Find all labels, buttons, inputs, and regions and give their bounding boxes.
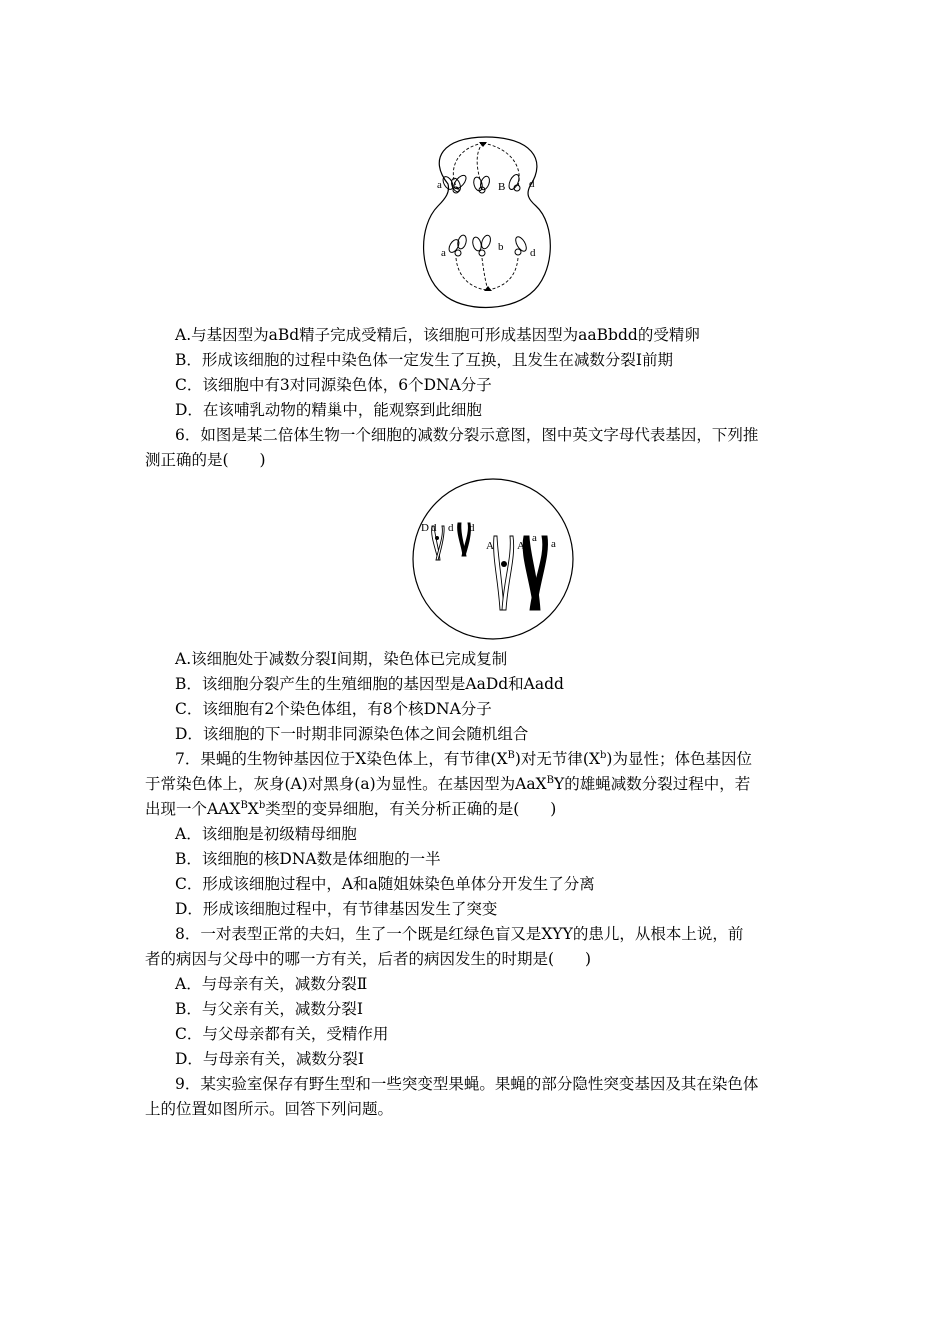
q7-option-c: C．形成该细胞过程中，A和a随姐妹染色单体分开发生了分离	[175, 875, 595, 893]
q6-option-c: C．该细胞有2个染色体组，有8个核DNA分子	[175, 700, 492, 718]
q5-option-c: C．该细胞中有3对同源染色体，6个DNA分子	[175, 376, 492, 394]
q9-stem-cont: 上的位置如图所示。回答下列问题。	[145, 1100, 394, 1118]
cell-membrane	[424, 137, 551, 308]
meiosis-anaphase-figure	[418, 134, 558, 312]
q6-option-a: A.该细胞处于减数分裂Ⅰ间期，染色体已完成复制	[175, 650, 508, 668]
gene-label: d	[431, 522, 437, 534]
gene-label: a	[441, 247, 446, 259]
gene-label: d	[469, 522, 475, 534]
gene-label: D	[421, 522, 429, 534]
q7-option-a: A．该细胞是初级精母细胞	[175, 825, 357, 843]
gene-label: d	[448, 522, 454, 534]
q7-option-d: D．形成该细胞过程中，有节律基因发生了突变	[175, 900, 498, 918]
q6-option-b: B．该细胞分裂产生的生殖细胞的基因型是AaDd和Aadd	[175, 675, 564, 693]
q7-stem: 7．果蝇的生物钟基因位于X染色体上，有节律$(X^B)$对无节律$(X^b)$为显性；体色基因位	[175, 749, 752, 768]
q8-option-a: A．与母亲有关，减数分裂Ⅱ	[175, 975, 368, 993]
q5-option-b: B．形成该细胞的过程中染色体一定发生了互换，且发生在减数分裂Ⅰ前期	[175, 351, 674, 369]
gene-label: d	[530, 247, 536, 259]
q8-option-b: B．与父亲有关，减数分裂Ⅰ	[175, 1000, 364, 1018]
q8-stem: 8．一对表型正常的夫妇，生了一个既是红绿色盲又是XYY的患儿，从根本上说，前	[175, 925, 744, 943]
gene-label: B	[498, 181, 506, 193]
q8-option-d: D．与母亲有关，减数分裂Ⅰ	[175, 1050, 365, 1068]
gene-label: A	[517, 540, 525, 552]
q7-stem-cont: 于常染色体上，灰身(A)对黑身(a)为显性。在基因型为AaX$^B$Y的雄蝇减数分裂过程中，若	[145, 774, 751, 793]
q5-option-d: D．在该哺乳动物的精巢中，能观察到此细胞	[175, 401, 482, 419]
meiosis-cell-figure	[408, 478, 578, 640]
gene-label: a	[437, 179, 442, 191]
q6-option-d: D．该细胞的下一时期非同源染色体之间会随机组合	[175, 725, 529, 743]
q8-stem-cont: 者的病因与父母中的哪一方有关，后者的病因发生的时期是( )	[145, 950, 592, 968]
q6-stem: 6．如图是某二倍体生物一个细胞的减数分裂示意图，图中英文字母代表基因，下列推	[175, 426, 759, 444]
q7-stem-cont2: 出现一个$AAX^BX^b$类型的变异细胞，有关分析正确的是( )	[145, 799, 557, 818]
q6-stem-cont: 测正确的是( )	[145, 451, 266, 469]
gene-label: b	[498, 241, 504, 253]
gene-label: a	[551, 538, 556, 550]
q9-stem: 9．某实验室保存有野生型和一些突变型果蝇。果蝇的部分隐性突变基因及其在染色体	[175, 1075, 759, 1093]
q7-option-b: B．该细胞的核DNA数是体细胞的一半	[175, 850, 441, 868]
gene-label: d	[529, 178, 535, 190]
q8-option-c: C．与父母亲都有关，受精作用	[175, 1025, 389, 1043]
gene-label: A	[486, 540, 494, 552]
q5-option-a: A.与基因型为aBd精子完成受精后，该细胞可形成基因型为aaBbdd的受精卵	[175, 326, 700, 344]
gene-label: a	[532, 532, 537, 544]
